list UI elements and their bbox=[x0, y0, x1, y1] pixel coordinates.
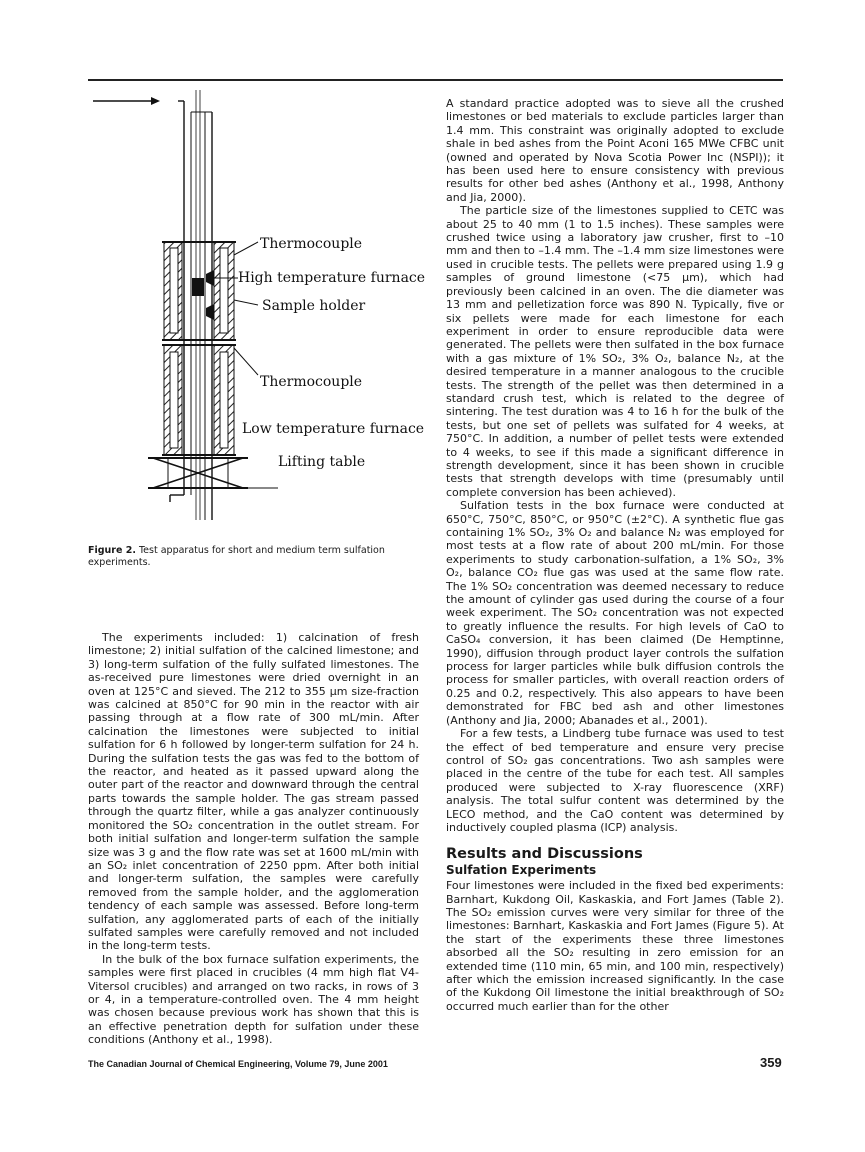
leader-thermocouple-bottom bbox=[234, 348, 258, 375]
apparatus-figure bbox=[88, 90, 433, 530]
label-sample-holder: Sample holder bbox=[262, 298, 366, 314]
caption-text: Test apparatus for short and medium term sulfation experiments. bbox=[88, 545, 385, 568]
paragraph: In the bulk of the box furnace sulfation experiments, the samples were first placed in crucibles (4 mm high flat V4-Vitersol crucibles) and arranged on two racks, in rows of 3 or 4, in a temperature-controlled oven. The 4 mm height was chosen because previous work has shown that this is an effective penetration depth for sulfation under these conditions (Anthony et al., 1998). bbox=[88, 952, 419, 1047]
page-number: 359 bbox=[760, 1055, 782, 1070]
paragraph: The particle size of the limestones supplied to CETC was about 25 to 40 mm (1 to 1.5 inches). These samples were crushed twice using a laboratory jaw crusher, first to –10 mm and then to –1.4 mm. The –1.4 mm size limestones were used in crucible tests. The pellets were prepared using 1.9 g samples of ground limestone (<75 µm), which had previously been calcined in an oven. The die diameter was 13 mm and pelletization force was 890 N. Typically, five or six pellets were made for each limestone for each experiment in order to ensure reproducible data were generated. The pellets were then sulfated in the box furnace with a gas mixture of 1% SO₂, 3% O₂, balance N₂, at the desired temperature in a manner analogous to the crucible tests. The strength of the pellet was then determined in a standard crush test, which is related to the degree of sintering. The test duration was 4 to 16 h for the bulk of the tests, but one set of pellets was sulfated for 4 weeks, at 750°C. In addition, a number of pellet tests were extended to 4 weeks, to see if this made a significant difference in strength development, since it has been shown in crucible tests that strength develops with time (presumably until complete conversion has been achieved). bbox=[446, 204, 784, 499]
right-column bbox=[446, 97, 784, 1013]
paragraph: A standard practice adopted was to sieve all the crushed limestones or bed materials to exclude particles larger than 1.4 mm. This constraint was originally adopted to exclude shale in bed ashes from the Point Aconi 165 MWe CFBC unit (owned and operated by Nova Scotia Power Inc (NSPI)); it has been used here to ensure consistency with previous results for other bed ashes (Anthony et al., 1998, Anthony and Jia, 2000). bbox=[446, 97, 784, 204]
leader-thermocouple-top bbox=[234, 242, 258, 255]
label-low-furnace: Low temperature furnace bbox=[242, 421, 425, 437]
label-high-furnace: High temperature furnace bbox=[238, 270, 426, 286]
apparatus-diagram bbox=[88, 90, 433, 530]
paragraph: The experiments included: 1) calcination of fresh limestone; 2) initial sulfation of the calcined limestone; and 3) long-term sulfation of the fully sulfated limestones. The as-received pure limestones were dried overnight in an oven at 125°C and sieved. The 212 to 355 µm size-fraction was calcined at 850°C for 90 min in the reactor with air passing through at a flow rate of 300 mL/min. After calcination the limestones were subjected to initial sulfation for 6 h followed by longer-term sulfation for 24 h. During the sulfation tests the gas was fed to the bottom of the reactor, and heated as it passed upward along the outer part of the reactor and downward through the central parts towards the sample holder. The gas stream passed through the quartz filter, while a gas analyzer continuously monitored the SO₂ concentration in the outlet stream. For both initial sulfation and longer-term sulfation the sample size was 3 g and the flow rate was set at 1600 mL/min with an SO₂ inlet concentration of 2250 ppm. After both initial and longer-term sulfation, the samples were carefully removed from the sample holder, and the agglomeration tendency of each sample was assessed. Before long-term sulfation, any agglomerated parts of each of the initially sulfated samples were carefully removed and not included in the long-term tests. bbox=[88, 631, 419, 953]
caption-label: Figure 2. bbox=[88, 545, 136, 556]
subsection-heading: Sulfation Experiments bbox=[446, 862, 597, 877]
inlet-arrow-icon bbox=[151, 97, 160, 105]
label-thermocouple-bottom: Thermocouple bbox=[260, 374, 363, 390]
leader-sample-holder bbox=[234, 300, 258, 305]
left-column bbox=[88, 631, 419, 1047]
lifting-table bbox=[148, 458, 248, 488]
paragraph: Sulfation tests in the box furnace were conducted at 650°C, 750°C, 850°C, or 950°C (±2°C). A synthetic flue gas containing 1% SO₂, 3% O₂ and balance N₂ was employed for most tests at a flow rate of about 200 mL/min. For those experiments to study carbonation-sulfation, a 1% SO₂, 3% O₂, balance CO₂ flue gas was used at the same flow rate. The 1% SO₂ concentration was deemed necessary to reduce the amount of cylinder gas used during the course of a four week experiment. The SO₂ concentration was not expected to greatly influence the results. For high levels of CaO to CaSO₄ conversion, it has been claimed (De Hemptinne, 1990), diffusion through product layer controls the sulfation process for larger particles while bulk diffusion controls the process for smaller particles, with overall reaction orders of 0.25 and 0.2, respectively. This also appears to have been demonstrated for FBC bed ash and other limestones (Anthony and Jia, 2000; Abanades et al., 2001). bbox=[446, 499, 784, 727]
label-thermocouple-top: Thermocouple bbox=[260, 236, 363, 252]
top-rule bbox=[88, 79, 783, 81]
footer-journal: The Canadian Journal of Chemical Engineering, Volume 79, June 2001 bbox=[88, 1059, 388, 1069]
paragraph: Four limestones were included in the fixed bed experiments: Barnhart, Kukdong Oil, Kaskaskia, and Fort James (Table 2). The SO₂ emission curves were very similar for three of the limestones: Barnhart, Kaskaskia and Fort James (Figure 5). At the start of the experiments these three limestones absorbed all the SO₂ resulting in zero emission for an extended time (110 min, 65 min, and 100 min, respectively) after which the emission increased significantly. In the case of the Kukdong Oil limestone the initial breakthrough of SO₂ occurred much earlier than for the other bbox=[446, 879, 784, 1013]
sample-holder bbox=[192, 278, 204, 296]
low-temperature-furnace bbox=[162, 345, 236, 455]
label-lifting-table: Lifting table bbox=[278, 454, 366, 470]
section-heading: Results and Discussions bbox=[446, 846, 643, 863]
figure-caption bbox=[88, 545, 408, 569]
paragraph: For a few tests, a Lindberg tube furnace was used to test the effect of bed temperature and ensure very precise control of SO₂ gas concentrations. Two ash samples were placed in the centre of the tube for each test. All samples produced were subjected to X-ray fluorescence (XRF) analysis. The total sulfur content was determined by the LECO method, and the CaO content was determined by inductively coupled plasma (ICP) analysis. bbox=[446, 727, 784, 834]
